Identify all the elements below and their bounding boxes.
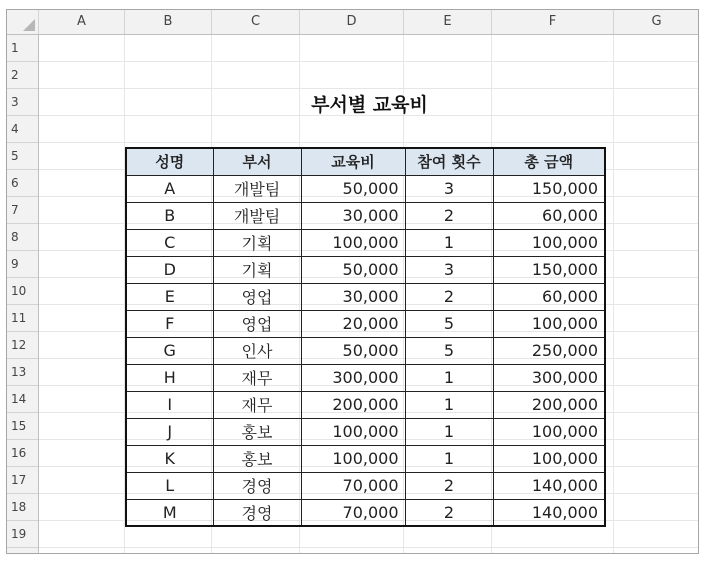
- table-cell[interactable]: K: [126, 445, 213, 472]
- table-cell[interactable]: E: [126, 283, 213, 310]
- table-row: [126, 445, 605, 472]
- table-cell[interactable]: I: [126, 391, 213, 418]
- table-cell[interactable]: 재무: [213, 364, 301, 391]
- row-header-12[interactable]: 12: [7, 332, 38, 359]
- table-cell[interactable]: 1: [405, 229, 493, 256]
- table-cell[interactable]: 100,000: [493, 229, 605, 256]
- select-all-triangle-icon: [23, 19, 35, 31]
- table-cell[interactable]: 인사: [213, 337, 301, 364]
- table-cell[interactable]: 홍보: [213, 445, 301, 472]
- gridline-horizontal: [39, 142, 699, 143]
- table-cell[interactable]: 200,000: [493, 391, 605, 418]
- row-header-6[interactable]: 6: [7, 170, 38, 197]
- table-row: [126, 472, 605, 499]
- table-cell[interactable]: 30,000: [301, 202, 405, 229]
- table-cell[interactable]: 홍보: [213, 418, 301, 445]
- table-cell[interactable]: L: [126, 472, 213, 499]
- table-cell[interactable]: 3: [405, 256, 493, 283]
- table-row: [126, 499, 605, 526]
- table-header-cell[interactable]: 총 금액: [493, 148, 605, 175]
- table-cell[interactable]: 경영: [213, 499, 301, 526]
- select-all-corner[interactable]: [7, 10, 39, 34]
- table-cell[interactable]: 5: [405, 310, 493, 337]
- table-cell[interactable]: J: [126, 418, 213, 445]
- table-cell[interactable]: 1: [405, 445, 493, 472]
- row-header-19[interactable]: 19: [7, 521, 38, 548]
- table-cell[interactable]: 경영: [213, 472, 301, 499]
- table-header-cell[interactable]: 부서: [213, 148, 301, 175]
- table-cell[interactable]: 개발팀: [213, 175, 301, 202]
- table-cell[interactable]: 5: [405, 337, 493, 364]
- table-row: [126, 256, 605, 283]
- table-cell[interactable]: 150,000: [493, 175, 605, 202]
- data-table: [125, 147, 606, 527]
- table-cell[interactable]: C: [126, 229, 213, 256]
- table-cell[interactable]: D: [126, 256, 213, 283]
- spreadsheet: [6, 9, 699, 554]
- table-cell[interactable]: 개발팀: [213, 202, 301, 229]
- table-row: [126, 175, 605, 202]
- table-cell[interactable]: 50,000: [301, 337, 405, 364]
- table-cell[interactable]: 2: [405, 283, 493, 310]
- table-header-row: [126, 148, 605, 175]
- column-header-e[interactable]: E: [404, 10, 492, 34]
- table-row: [126, 229, 605, 256]
- row-header-15[interactable]: 15: [7, 413, 38, 440]
- table-cell[interactable]: 140,000: [493, 499, 605, 526]
- table-cell[interactable]: 100,000: [301, 445, 405, 472]
- table-row: [126, 202, 605, 229]
- column-header-f[interactable]: F: [492, 10, 614, 34]
- table-cell[interactable]: 30,000: [301, 283, 405, 310]
- gridline-horizontal: [39, 547, 699, 548]
- table-cell[interactable]: 1: [405, 391, 493, 418]
- table-row: [126, 391, 605, 418]
- row-header-14[interactable]: 14: [7, 386, 38, 413]
- table-cell[interactable]: 2: [405, 499, 493, 526]
- table-cell[interactable]: 100,000: [301, 229, 405, 256]
- table-header-cell[interactable]: 교육비: [301, 148, 405, 175]
- table-cell[interactable]: 300,000: [493, 364, 605, 391]
- row-header-17[interactable]: 17: [7, 467, 38, 494]
- table-cell[interactable]: G: [126, 337, 213, 364]
- table-cell[interactable]: 150,000: [493, 256, 605, 283]
- table-row: [126, 364, 605, 391]
- table-cell[interactable]: 100,000: [301, 418, 405, 445]
- table-cell[interactable]: 50,000: [301, 256, 405, 283]
- table-cell[interactable]: A: [126, 175, 213, 202]
- table-row: [126, 337, 605, 364]
- row-header-3[interactable]: 3: [7, 89, 38, 116]
- table-cell[interactable]: 영업: [213, 283, 301, 310]
- gridline-horizontal: [39, 61, 699, 62]
- table-cell[interactable]: 기획: [213, 256, 301, 283]
- table-row: [126, 418, 605, 445]
- table-cell[interactable]: 100,000: [493, 445, 605, 472]
- row-header-1[interactable]: 1: [7, 35, 38, 62]
- table-cell[interactable]: F: [126, 310, 213, 337]
- column-header-c[interactable]: C: [212, 10, 300, 34]
- table-header-cell[interactable]: 참여 횟수: [405, 148, 493, 175]
- row-header-10[interactable]: 10: [7, 278, 38, 305]
- row-header-4[interactable]: 4: [7, 116, 38, 143]
- column-header-b[interactable]: B: [125, 10, 212, 34]
- column-header-bar: [7, 10, 698, 35]
- table-cell[interactable]: M: [126, 499, 213, 526]
- table-cell[interactable]: 영업: [213, 310, 301, 337]
- table-row: [126, 283, 605, 310]
- table-cell[interactable]: B: [126, 202, 213, 229]
- table-cell[interactable]: 140,000: [493, 472, 605, 499]
- table-cell[interactable]: 20,000: [301, 310, 405, 337]
- table-cell[interactable]: 1: [405, 364, 493, 391]
- table-cell[interactable]: 300,000: [301, 364, 405, 391]
- table-cell[interactable]: H: [126, 364, 213, 391]
- table-cell[interactable]: 100,000: [493, 310, 605, 337]
- table-cell[interactable]: 60,000: [493, 283, 605, 310]
- row-header-7[interactable]: 7: [7, 197, 38, 224]
- table-cell[interactable]: 2: [405, 202, 493, 229]
- row-header-5[interactable]: 5: [7, 143, 38, 170]
- row-header-18[interactable]: 18: [7, 494, 38, 521]
- sheet-title[interactable]: 부서별 교육비: [311, 94, 428, 116]
- table-cell[interactable]: 50,000: [301, 175, 405, 202]
- table-cell[interactable]: 재무: [213, 391, 301, 418]
- table-header-cell[interactable]: 성명: [126, 148, 213, 175]
- table-cell[interactable]: 70,000: [301, 499, 405, 526]
- table-cell[interactable]: 60,000: [493, 202, 605, 229]
- row-header-8[interactable]: 8: [7, 224, 38, 251]
- row-header-bar: [7, 35, 39, 554]
- table-cell[interactable]: 기획: [213, 229, 301, 256]
- row-header-2[interactable]: 2: [7, 62, 38, 89]
- table-cell[interactable]: 250,000: [493, 337, 605, 364]
- row-header-13[interactable]: 13: [7, 359, 38, 386]
- column-header-g[interactable]: G: [614, 10, 699, 34]
- table-cell[interactable]: 2: [405, 472, 493, 499]
- table-cell[interactable]: 3: [405, 175, 493, 202]
- row-header-9[interactable]: 9: [7, 251, 38, 278]
- column-header-d[interactable]: D: [300, 10, 404, 34]
- table-row: [126, 310, 605, 337]
- gridline-horizontal: [39, 88, 699, 89]
- table-cell[interactable]: 100,000: [493, 418, 605, 445]
- column-header-a[interactable]: A: [39, 10, 125, 34]
- table-cell[interactable]: 1: [405, 418, 493, 445]
- table-cell[interactable]: 70,000: [301, 472, 405, 499]
- row-header-16[interactable]: 16: [7, 440, 38, 467]
- table-cell[interactable]: 200,000: [301, 391, 405, 418]
- row-header-11[interactable]: 11: [7, 305, 38, 332]
